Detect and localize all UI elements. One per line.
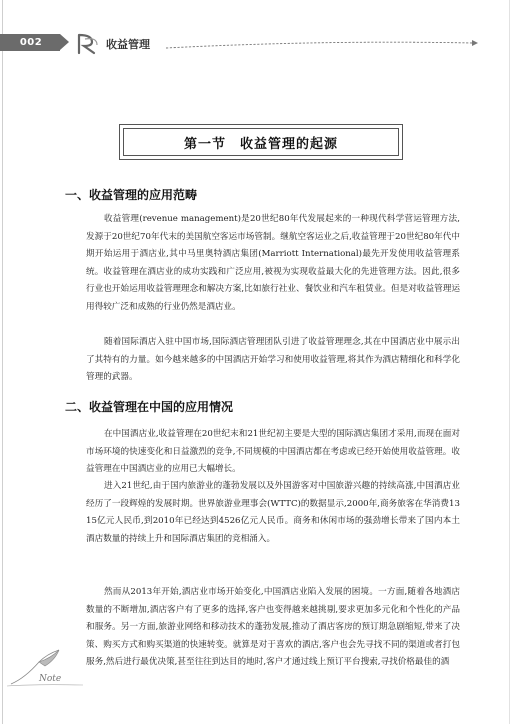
page-number: 002 [19, 37, 43, 48]
heading-china-application: 二、收益管理在中国的应用情况 [65, 400, 234, 414]
paragraph-3: 在中国酒店业,收益管理在20世纪末和21世纪初主要是大型的国际酒店集团才采用,而现在面对市场环境的快速变化和日益激烈的竞争,不同规模的中国酒店都在考虑或已经开始使用收益管理。收益管理在中国酒店业的应用已大幅增长。 [86, 429, 460, 475]
paragraph-4: 进入21世纪,由于国内旅游业的蓬勃发展以及外国游客对中国旅游兴趣的持续高涨,中国酒店业经历了一段辉煌的发展时期。世界旅游业理事会(WTTC)的数据显示,2000年,商务旅客在华消费1315亿元人民币,到2010年已经达到4526亿元人民币。商务和休闲市场的强劲增长带来了国内本土酒店数量的持续上升和国际酒店集团的竞相涌入。 [86, 481, 460, 544]
paragraph-1: 收益管理(revenue management)是20世纪80年代发展起来的一种现代科学营运管理方法,发源于20世纪70年代末的美国航空客运市场管制。继航空客运业之后,收益管理于20世纪80年代中期开始运用于酒店业,其中马里奥特酒店集团(Marriott International)最先开发使用收益管理系统。收益管理在酒店业的成功实践和广泛应用,被视为实现收益最大化的先进管理方法。因此,很多行业也开始运用收益管理理念和解决方案,比如旅行社业、餐饮业和汽车租赁业。但是对收益管理运用得较广泛和成熟的行业仍然是酒店业。 [86, 214, 460, 312]
note-quill-icon [5, 648, 85, 688]
heading-application-scope: 一、收益管理的应用范畴 [65, 188, 198, 202]
note-label: Note [39, 674, 62, 684]
header-decorative-line [164, 38, 480, 52]
paragraph-2: 随着国际酒店入驻中国市场,国际酒店管理团队引进了收益管理理念,其在中国酒店业中展示出了其特有的力量。如今越来越多的中国酒店开始学习和使用收益管理,将其作为酒店精细化和科学化管理的武器。 [86, 337, 460, 383]
page-edge-left [2, 0, 3, 724]
paragraph-5: 然而从2013年开始,酒店业市场开始变化,中国酒店业陷入发展的困境。一方面,随着各地酒店数量的不断增加,酒店客户有了更多的选择,客户也变得越来越挑剔,要求更加多元化和个性化的产品和服务。另一方面,旅游业网络和移动技术的蓬勃发展,推动了酒店客房的预订期急剧缩短,带来了决策、购买方式和购买渠道的快速转变。就算是对于喜欢的酒店,客户也会先寻找不同的渠道或者打包服务,然后进行最优决策,甚至往往到达目的地时,客户才通过线上预订平台搜索,寻找价格最佳的酒 [86, 587, 460, 668]
running-title: 收益管理 [106, 38, 150, 51]
section-title: 第一节 收益管理的起源 [183, 136, 338, 152]
book-logo-icon [76, 33, 100, 55]
page-edge-right [509, 0, 510, 724]
section-title-box [119, 124, 403, 160]
